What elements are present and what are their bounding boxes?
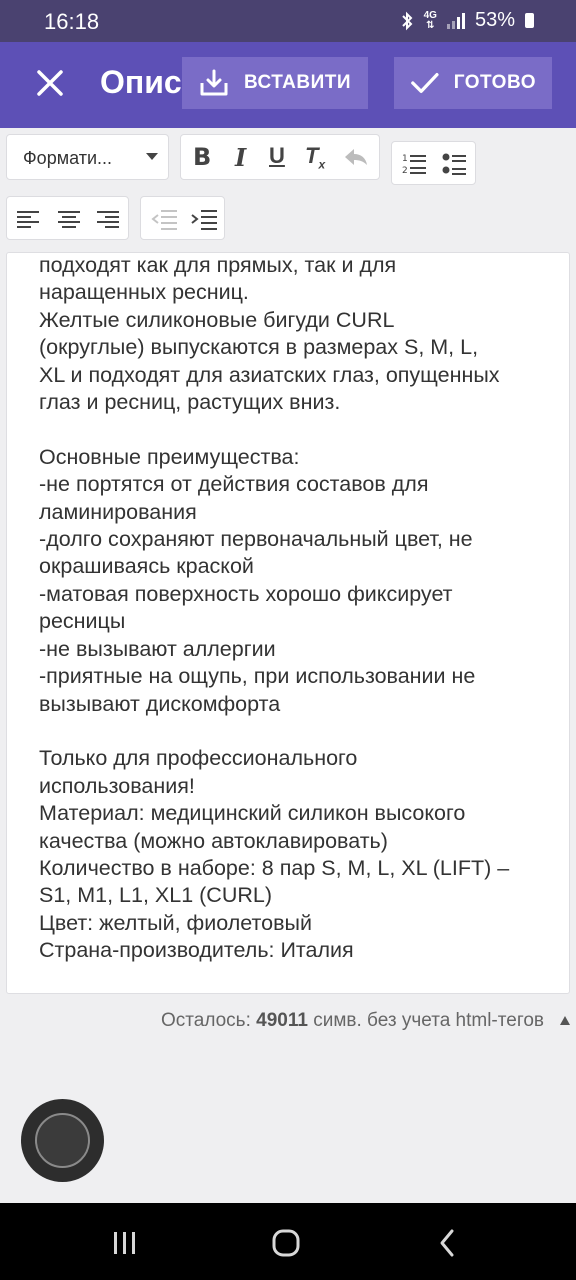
undo-icon[interactable] xyxy=(343,146,369,170)
status-time: 16:18 xyxy=(44,9,100,34)
done-label: ГОТОВО xyxy=(453,72,536,93)
editor-content[interactable]: подходят как для прямых, так и для наращенных ресниц. Желтые силиконовые бигуди CURL (округлые) выпускаются в размерах S, M, L, XL и подходят для азиатских глаз, опущенных глаз и ресниц, растущих вниз. Основные преимущества: -не портятся от действия составов для ламинирования -долго сохраняют первоначальный цвет, не окрашиваясь краской -матовая поверхность хорошо фиксирует ресницы -не вызывают аллергии -приятные на ощупь, при использовании не вызывают дискомфорта Только для профессионального использования! Материал: медицинский силикон высокого качества (можно автоклавировать) Количество в наборе: 8 пар S, M, L, XL (LIFT) – S1, M1, L1, XL1 (CURL) Цвет: желтый, фиолетовый Страна-производитель: Италия xyxy=(39,253,510,963)
home-icon[interactable] xyxy=(266,1223,306,1263)
recent-apps-icon[interactable] xyxy=(105,1223,145,1263)
svg-text:2: 2 xyxy=(402,166,408,176)
description-editor[interactable] xyxy=(6,252,570,994)
clear-format-icon[interactable]: $T_x$ xyxy=(305,143,326,172)
char-counter xyxy=(161,1010,544,1032)
battery-percent: 53% xyxy=(474,9,515,31)
dropdown-arrow-icon xyxy=(146,153,158,160)
status-icons xyxy=(400,9,534,32)
assistive-touch-button[interactable] xyxy=(21,1099,104,1182)
done-button[interactable] xyxy=(394,57,552,109)
resize-handle-icon[interactable] xyxy=(560,1016,570,1025)
counter-value: 49011 xyxy=(256,1010,308,1031)
align-center-icon[interactable] xyxy=(57,209,81,229)
network-type-icon: 4G ⇅ xyxy=(423,9,437,31)
ordered-list-icon[interactable] xyxy=(402,151,428,177)
indent-group xyxy=(140,196,225,240)
align-left-icon[interactable] xyxy=(17,209,41,229)
indent-icon[interactable] xyxy=(191,208,217,230)
assistive-ring-icon xyxy=(35,1113,90,1168)
check-icon xyxy=(410,70,440,96)
insert-label: ВСТАВИТИ xyxy=(244,72,352,93)
italic-icon[interactable]: I xyxy=(235,143,247,172)
bullet-list-icon[interactable] xyxy=(442,151,468,177)
back-icon[interactable] xyxy=(428,1223,468,1263)
bold-icon[interactable]: B xyxy=(193,143,212,171)
format-select-value: Формати... xyxy=(23,148,112,168)
bluetooth-icon xyxy=(400,11,414,31)
battery-icon xyxy=(525,13,534,28)
text-format-group xyxy=(180,134,380,180)
list-group xyxy=(391,141,476,185)
navigation-bar xyxy=(0,1203,576,1280)
signal-icon xyxy=(447,13,465,29)
align-group xyxy=(6,196,129,240)
underline-icon[interactable]: U xyxy=(269,143,285,168)
svg-text:1: 1 xyxy=(402,154,408,164)
close-icon[interactable] xyxy=(28,61,72,105)
outdent-icon[interactable] xyxy=(151,208,177,230)
app-bar xyxy=(0,42,576,128)
counter-prefix: Осталось: xyxy=(160,1010,251,1031)
counter-suffix: симв. без учета html-тегов xyxy=(313,1010,544,1031)
status-bar xyxy=(0,0,576,42)
insert-button[interactable] xyxy=(182,57,368,109)
network-type-label: 4G xyxy=(423,9,437,21)
download-icon xyxy=(198,68,230,98)
page-title: Опис xyxy=(100,64,182,100)
align-right-icon[interactable] xyxy=(95,209,119,229)
format-select[interactable] xyxy=(6,134,169,180)
